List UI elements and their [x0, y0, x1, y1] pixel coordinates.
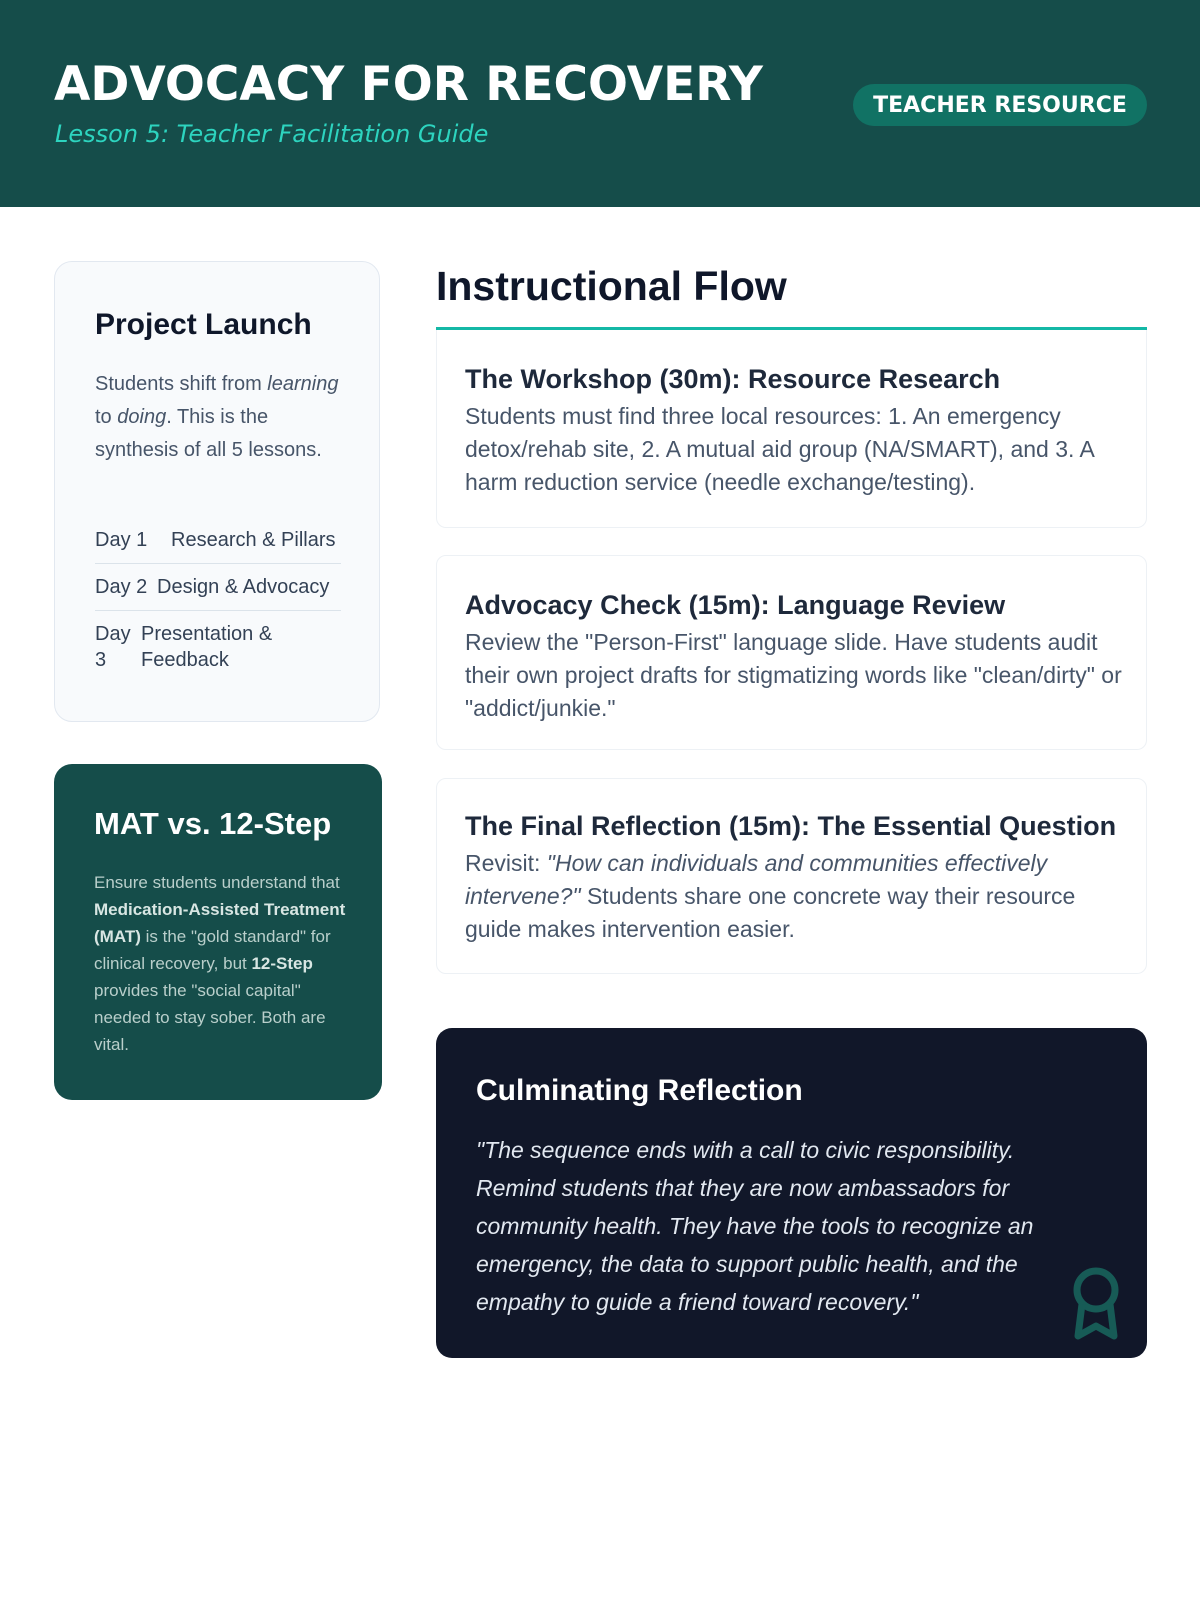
mat-vs-12-step-card	[54, 764, 382, 1100]
reflection-quote: "The sequence ends with a call to civic responsibility. Remind students that they are now ambassadors for community health. They have the tools to recognize an emergency, the data to support public health, and the empathy to guide a friend toward recovery."	[476, 1137, 1034, 1315]
launch-text-emphasis-learning: learning	[267, 373, 339, 395]
mat-text-part: provides the "social capital" needed to stay sober. Both are vital.	[94, 981, 326, 1054]
day-schedule-list	[95, 517, 341, 683]
step-body	[465, 847, 1125, 946]
step-title: Advocacy Check (15m): Language Review	[465, 590, 1006, 620]
teacher-resource-badge: TEACHER RESOURCE	[853, 84, 1147, 126]
page-subtitle: Lesson 5: Teacher Facilitation Guide	[55, 120, 489, 148]
day-activity: Design & Advocacy	[157, 576, 330, 598]
mat-card-description	[94, 869, 350, 1058]
day-activity: Presentation & Feedback	[141, 623, 273, 671]
mat-text-part: is the "gold standard" for clinical recovery, but	[94, 927, 331, 973]
launch-text-part: to	[95, 406, 118, 428]
essential-question: "How can individuals and communities effectively intervene?"	[465, 850, 1048, 909]
step-title: The Workshop (30m): Resource Research	[465, 364, 1001, 394]
instructional-flow-heading: Instructional Flow	[436, 263, 787, 309]
flow-step-final-reflection	[436, 778, 1147, 974]
award-icon	[1068, 1266, 1124, 1342]
page-header	[0, 0, 1200, 207]
launch-text-part: . This is the synthesis of all 5 lessons.	[95, 406, 322, 461]
day-row-1	[95, 517, 341, 564]
page-title: ADVOCACY FOR RECOVERY	[54, 57, 763, 112]
day-label: Day 3	[95, 623, 131, 671]
project-launch-card	[54, 261, 380, 722]
flow-step-advocacy-check	[436, 555, 1147, 750]
project-launch-description	[95, 368, 345, 467]
day-row-3	[95, 611, 341, 683]
launch-text-part: Students shift from	[95, 373, 268, 395]
reflection-title: Culminating Reflection	[476, 1074, 803, 1107]
day-label: Day 2	[95, 576, 148, 598]
project-launch-title: Project Launch	[95, 308, 312, 341]
day-label: Day 1	[95, 529, 148, 551]
mat-card-title: MAT vs. 12-Step	[94, 806, 332, 841]
flow-step-workshop	[436, 330, 1147, 528]
mat-text-bold-12-step: 12-Step	[251, 954, 313, 973]
day-activity: Research & Pillars	[171, 529, 336, 551]
step-body-part: Revisit:	[465, 850, 547, 876]
step-body: Students must find three local resources: 1. An emergency detox/rehab site, 2. A mutual aid group (NA/SMART), and 3. A harm reduction service (needle exchange/testing).	[465, 403, 1094, 495]
step-body-part: Students share one concrete way their resource guide makes intervention easier.	[465, 883, 1076, 942]
mat-text-part: Ensure students understand that	[94, 873, 340, 892]
mat-text-bold-mat: Medication-Assisted Treatment (MAT)	[94, 900, 346, 946]
step-body: Review the "Person-First" language slide. Have students audit their own project drafts for stigmatizing words like "clean/dirty" or "addict/junkie."	[465, 629, 1122, 721]
launch-text-emphasis-doing: doing	[117, 406, 167, 428]
culminating-reflection-card	[436, 1028, 1147, 1358]
day-row-2	[95, 564, 341, 611]
step-title: The Final Reflection (15m): The Essential Question	[465, 811, 1117, 841]
